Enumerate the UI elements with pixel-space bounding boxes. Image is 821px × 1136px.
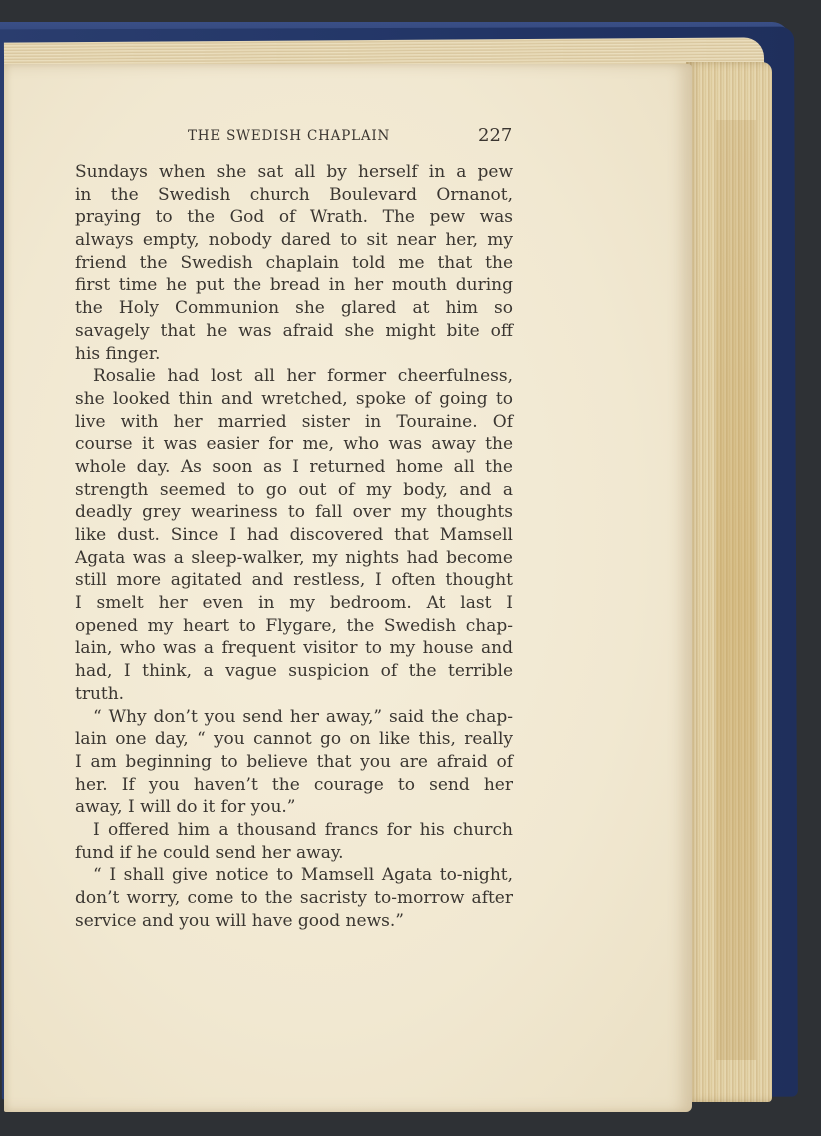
text-line: her. If you haven’t the courage to send her (75, 774, 513, 795)
page-number: 227 (478, 125, 513, 146)
text-line: deadly grey weariness to fall over my thoughts (75, 502, 513, 523)
body-text (75, 161, 513, 932)
text-line: praying to the God of Wrath. The pew was (75, 207, 513, 228)
text-line: I am beginning to believe that you are afraid of (75, 751, 513, 772)
text-line: live with her married sister in Touraine. Of (75, 411, 513, 432)
text-line: savagely that he was afraid she might bite off (75, 320, 513, 341)
text-line: his finger. (75, 343, 161, 364)
text-line: Agata was a sleep-walker, my nights had become (75, 547, 513, 568)
text-line: the Holy Communion she glared at him so (75, 298, 513, 319)
running-head (0, 125, 821, 152)
text-line: don’t worry, come to the sacristy to-morrow after (75, 888, 513, 908)
text-line: service and you will have good news.” (75, 910, 404, 931)
text-line: I smelt her even in my bedroom. At last I (75, 593, 513, 614)
text-line: “ Why don’t you send her away,” said the chap- (93, 706, 513, 727)
text-line: always empty, nobody dared to sit near her, my (75, 230, 513, 251)
text-line: still more agitated and restless, I often thought (75, 570, 513, 591)
text-line: whole day. As soon as I returned home all the (75, 456, 513, 477)
text-line: “ I shall give notice to Mamsell Agata to-night, (93, 865, 513, 886)
text-line: Rosalie had lost all her former cheerfulness, (93, 366, 513, 387)
text-line: lain one day, “ you cannot go on like this, really (75, 729, 513, 750)
text-line: first time he put the bread in her mouth during (75, 275, 513, 296)
text-line: in the Swedish church Boulevard Ornanot, (75, 184, 513, 205)
text-line: friend the Swedish chaplain told me that the (75, 252, 513, 273)
text-line: truth. (75, 683, 125, 704)
text-line: lain, who was a frequent visitor to my house and (75, 638, 513, 659)
text-line: course it was easier for me, who was away the (75, 434, 513, 455)
page-edges (686, 62, 772, 1102)
text-line: she looked thin and wretched, spoke of going to (75, 388, 513, 409)
text-line: away, I will do it for you.” (75, 797, 296, 818)
text-line: I offered him a thousand francs for his church (93, 819, 513, 840)
text-line: opened my heart to Flygare, the Swedish chap- (75, 615, 513, 636)
text-line: Sundays when she sat all by herself in a pew (75, 162, 513, 182)
text-line: had, I think, a vague suspicion of the terrible (75, 661, 513, 682)
text-line: fund if he could send her away. (75, 842, 344, 863)
text-line: strength seemed to go out of my body, and a (75, 479, 513, 500)
running-title: THE SWEDISH CHAPLAIN (188, 128, 391, 144)
text-line: like dust. Since I had discovered that Mamsell (75, 525, 513, 545)
